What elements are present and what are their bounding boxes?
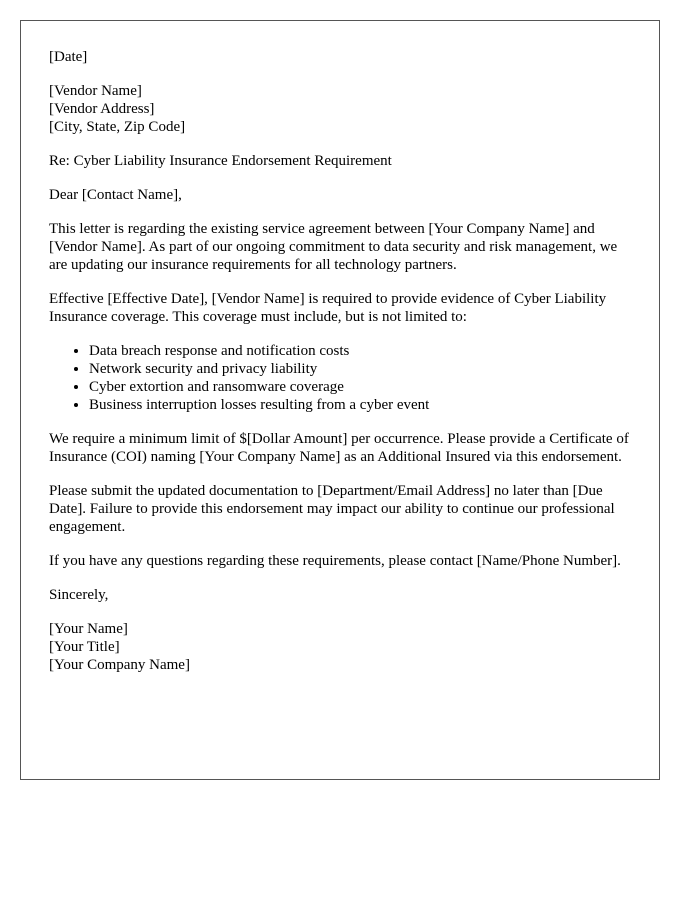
subject-line: Re: Cyber Liability Insurance Endorsement Requirement: [49, 153, 392, 169]
vendor-name: [Vendor Name]: [49, 83, 142, 99]
limit-paragraph: We require a minimum limit of $[Dollar Amount] per occurrence. Please provide a Certificate of Insurance (COI) naming [Your Company Name] as an Additional Insured via this endorsement.: [49, 431, 629, 465]
sender-company: [Your Company Name]: [49, 657, 190, 673]
deadline-paragraph: Please submit the updated documentation to [Department/Email Address] no later than [Due Date]. Failure to provide this endorsement may impact our ability to continue our professional engagement.: [49, 483, 615, 535]
salutation: Dear [Contact Name],: [49, 187, 182, 203]
list-item: • Business interruption losses resulting from a cyber event: [89, 396, 631, 414]
list-item: • Data breach response and notification costs: [89, 342, 631, 360]
letter-date: [Date]: [49, 49, 88, 65]
letter-page: [20, 20, 660, 780]
list-item: • Network security and privacy liability: [89, 360, 631, 378]
list-item: • Cyber extortion and ransomware coverage: [89, 378, 631, 396]
sender-name: [Your Name]: [49, 621, 128, 637]
requirement-paragraph: Effective [Effective Date], [Vendor Name] is required to provide evidence of Cyber Liability Insurance coverage. This coverage must include, but is not limited to:: [49, 291, 607, 325]
coverage-list: [49, 342, 631, 414]
recipient-address-block: [49, 82, 631, 136]
signature-block: [49, 620, 631, 674]
vendor-city-state-zip: [City, State, Zip Code]: [49, 119, 186, 135]
vendor-address: [Vendor Address]: [49, 101, 155, 117]
contact-paragraph: If you have any questions regarding these requirements, please contact [Name/Phone Number].: [49, 553, 621, 569]
sender-title: [Your Title]: [49, 639, 120, 655]
intro-paragraph: This letter is regarding the existing service agreement between [Your Company Name] and [Vendor Name]. As part of our ongoing commitment to data security and risk management, we are updating our insurance requirements for all technology partners.: [49, 221, 618, 273]
date-block: [49, 48, 631, 66]
closing: Sincerely,: [49, 587, 109, 603]
